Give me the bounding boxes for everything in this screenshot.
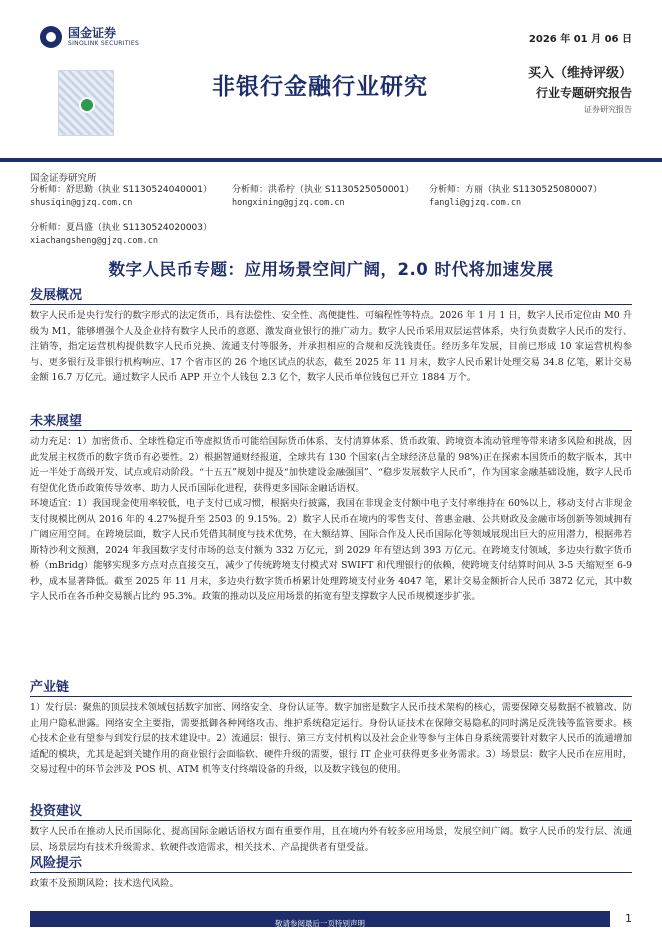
report-title: 数字人民币专题：应用场景空间广阔，2.0 时代将加速发展 bbox=[108, 260, 554, 279]
section-title: 投资建议 bbox=[30, 800, 632, 821]
report-type: 行业专题研究报告 bbox=[535, 86, 632, 100]
analyst-card bbox=[30, 184, 212, 210]
analyst-card bbox=[429, 184, 602, 210]
analyst-name: 分析师：舒思勤（执业 S1130524040001） bbox=[30, 185, 213, 195]
company-logo bbox=[40, 26, 139, 48]
footer-bar bbox=[30, 911, 610, 927]
section-title: 产业链 bbox=[30, 676, 632, 697]
section-paragraph: 数字人民币是央行发行的数字形式的法定货币，具有法偿性、安全性、高便捷性、可编程性等特点。2026 年 1 月 1 日，数字人民币定位由 M0 升级为 M1，能够增强个人及企业持有数字人民币的意愿、激发商业银行的推广动力。数字人民币采用双层运营体系，央行负责数字人民币的发行、注销等，指定运营机构提供数字人民币兑换、流通支付等服务，并承担相应的合规和反洗钱责任。经历多年发展，目前已形成 10 家运营机构参与、更多银行及非银行机构响应、17 个省市区的 26 个地区试点的状态，截至 2025 年 11 月末，数字人民币累计处理交易 34.8 亿笔，累计交易金额 16.7 万亿元。通过数字人民币 APP 开立个人钱包 2.3 亿个，数字人民币单位钱包已开立 1884 万个。 bbox=[30, 310, 632, 383]
industry-title: 非银行金融行业研究 bbox=[212, 74, 428, 100]
section-paragraph: 环境适宜：1）我国现金使用率较低，电子支付已成习惯，根据央行披露，我国在非现金支付额中电子支付率维持在 60%以上，移动支付占非现金支付规模比例从 2016 年的 4.27%提升至 2503 的 9.15%。2）数字人民币在境内的零售支付、普惠金融、公共财政及金融市场创新等领域拥有广阔应用空间。在跨境层面，数字人民币凭借其制度与技术优势，在大额结算、国际合作及人民币国际化等领域展现出巨大的应用潜力，根据弗若斯特沙利文预测，2024 年我国数字支付市场的总支付额为 332 万亿元，到 2029 年有望达到 393 万亿元。在跨境支付领域，多边央行数字货币桥（mBridg）能够实现多方点对点直接交互，减少了传统跨境支付模式对 SWIFT 和代理银行的依赖，使跨境支付结算时间从 3-5 天缩短至 6-9 秒，成本显著降低。截至 2025 年 11 月末，多边央行数字货币桥累计处理跨境支付业务 4047 笔，累计交易金额折合人民币 3872 亿元，其中数字人民币在各币种交易额占比约 95.3%。政策的推动以及应用场景的拓宽有望支撑数字人民币规模逐步扩张。 bbox=[30, 498, 632, 602]
report-date: 2026 年 01 月 06 日 bbox=[528, 34, 632, 45]
institute-name: 国金证券研究所 bbox=[30, 173, 97, 184]
analyst-email[interactable]: hongxining@gjzq.com.cn bbox=[232, 198, 345, 208]
section-paragraph: 数字人民币在推动人民币国际化、提高国际金融话语权方面有重要作用，且在境内外有较多应用场景，发展空间广阔。数字人民币的发行层、流通层、场景层均有技术升级需求、软硬件改造需求，相关技术、产品提供者有望受益。 bbox=[30, 826, 632, 853]
analyst-name: 分析师：夏昌盛（执业 S1130524020003） bbox=[30, 223, 213, 233]
page-footer bbox=[0, 908, 662, 936]
section-title: 风险提示 bbox=[30, 852, 632, 873]
analyst-email[interactable]: shusiqin@gjzq.com.cn bbox=[30, 198, 133, 208]
report-header bbox=[0, 0, 662, 155]
section-title: 发展概况 bbox=[30, 284, 632, 305]
logo-name-cn: 国金证券 bbox=[68, 25, 117, 40]
section-paragraph: 1）发行层：聚焦的顶层技术领域包括数字加密、网络安全、身份认证等。数字加密是数字人民币技术架构的核心，需要保障交易数据不被篡改、防止用户隐私泄露。网络安全主要指，需要抵御各种网络攻击、维护系统稳定运行。身份认证技术在保障交易隐私的同时满足反洗钱等监管要求。核心技术企业有望参与到发行层的技术建设中。2）流通层：银行、第三方支付机构以及社会企业等参与主体自身系统需要针对数字人民币的流通增加适配的模块，尤其是起到关键作用的商业银行会面临软、硬件升级的需要，银行 IT 企业可获得更多业务需求。3）场景层：数字人民币在应用时，交易过程中的环节会涉及 POS 机、ATM 机等支付终端设备的升级，以及数字钱包的使用。 bbox=[30, 702, 632, 775]
section-paragraph: 动力充足：1）加密货币、全球性稳定币等虚拟货币可能给国际货币体系、支付清算体系、货币政策、跨境资本流动管理等带来诸多风险和挑战，因此发展主权货币的数字货币有必要性。2）根据智通财经报道，全球共有 130 个国家(占全球经济总量的 98%)正在探索本国货币的数字版本，其中近一半处于高级开发、试点或启动阶段。“十五五”规划中提及“加快建设金融强国”、“稳步发展数字人民币”，作为国家金融基础设施，数字人民币有望优化货币政策传导效率、助力人民币国际化进程，获得更多国际金融话语权。 bbox=[30, 436, 632, 494]
analyst-name: 分析师：方丽（执业 S1130525080007） bbox=[429, 185, 603, 195]
analyst-name: 分析师：洪希柠（执业 S1130525050001） bbox=[232, 185, 415, 195]
section-paragraph: 政策不及预期风险；技术迭代风险。 bbox=[30, 878, 179, 889]
rating-badge: 买入（维持评级） bbox=[527, 66, 632, 81]
analyst-card bbox=[30, 222, 212, 248]
page-number: 1 bbox=[625, 912, 632, 925]
section-overview bbox=[30, 284, 632, 386]
analyst-email[interactable]: xiachangsheng@gjzq.com.cn bbox=[30, 236, 158, 246]
section-industry-chain bbox=[30, 676, 632, 778]
logo-mark-icon bbox=[40, 26, 62, 48]
qr-code-icon bbox=[58, 70, 114, 136]
logo-name-en: SINOLINK SECURITIES bbox=[68, 39, 140, 47]
section-risk bbox=[30, 852, 632, 892]
header-divider bbox=[0, 158, 662, 162]
report-category: 证券研究报告 bbox=[584, 105, 632, 114]
section-investment-advice bbox=[30, 800, 632, 855]
disclaimer-link[interactable]: 敬请参阅最后一页特别声明 bbox=[275, 919, 365, 928]
section-outlook bbox=[30, 410, 632, 605]
qr-center-icon bbox=[79, 97, 95, 113]
section-title: 未来展望 bbox=[30, 410, 632, 431]
analyst-card bbox=[232, 184, 414, 210]
analyst-email[interactable]: fangli@gjzq.com.cn bbox=[429, 198, 522, 208]
